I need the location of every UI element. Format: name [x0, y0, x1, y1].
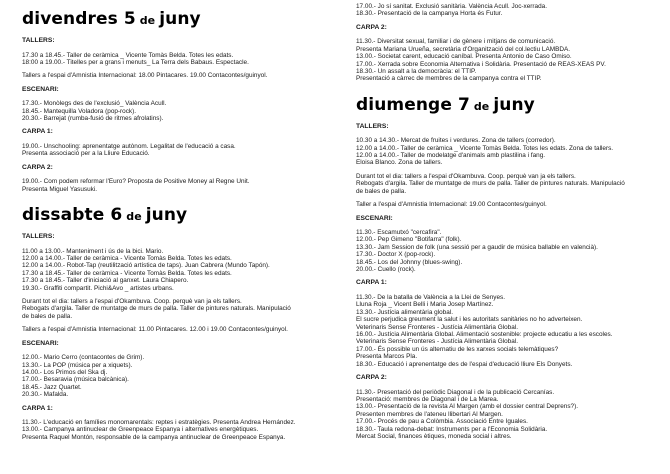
program-line: 19.00.- Unschooling: aprenentatge autònom. Legalitat de l'educació a casa.	[22, 142, 236, 150]
sunday-section	[356, 95, 656, 441]
program-line: 13.30.- La POP (música per a xiquets).	[22, 361, 133, 369]
program-note: Rebogats d'argila. Taller de muntatge de murs de palla. Taller de pintures naturals. Manipulació	[22, 305, 291, 313]
program-line: 18:00 a 19.00.- Titelles per a grans i menuts_ La Terra dels Babaus. Espectacle.	[22, 58, 249, 66]
left-column	[22, 0, 328, 474]
friday-section	[22, 9, 328, 193]
program-line: 13.30.- Justícia alimentària global.	[356, 308, 453, 316]
program-line: 20.00.- Cuello (rock).	[356, 266, 416, 274]
section-label-carpa2: CARPA 2:	[22, 163, 53, 171]
section-label-escenari: ESCENARI:	[22, 339, 59, 347]
program-line: 11.30.- Escamutxó "cercafira".	[356, 229, 442, 236]
program-note: Tallers a l'espai d'Amnistia Internacional: 11.00 Pintacares. 12.00 i 19.00 Contacontes/guinyol.	[22, 326, 288, 334]
program-line: 17.30.- Doctor X (pop-rock).	[356, 251, 436, 259]
program-line: 12.00 a 14.00.- Robot-Tap (reutilització artística de taps). Juan Cabrera (Mundo Tapón).	[22, 262, 270, 270]
section-label-carpa1: CARPA 1:	[22, 128, 53, 136]
program-line: Presentació a càrrec de membres de la campanya contra el TTIP.	[356, 75, 542, 83]
program-line: 17.30 a 18.45.- Taller d'iniciació al ganxet. Laura Chiapero.	[22, 277, 189, 285]
program-line: 11.00 a 13.00.- Manteniment i ús de la bici. Mario.	[22, 247, 164, 255]
program-line: Mercat Social, finances ètiques, moneda social i altres.	[356, 432, 512, 440]
program-line: Veterinaris Sense Fronteres - Justícia Alimentària Global.	[356, 323, 518, 331]
program-line: 20.30.- Barrejat (rumba-fusió de ritmes afrolatins).	[22, 115, 164, 123]
program-line: 12.00 a 14.00.- Taller de modelatge d'animals amb plastilina i fang.	[356, 152, 546, 160]
program-line: 12.00.- Mario Cerro (contacontes de Grim).	[22, 354, 145, 362]
program-line: Presenten membres de l'ateneu llibertari Al Margen.	[356, 410, 503, 418]
program-line: 17.00.- Besaravia (música balcànica).	[22, 376, 129, 384]
program-line: Presentació: membres de Diagonal i de La Marea.	[356, 395, 499, 403]
program-line: 10.30 a 14.30.- Mercat de fruites i verdures. Zona de tallers (corredor).	[356, 137, 556, 145]
program-line: 18.30.- Un assalt a la democràcia: el TTIP.	[356, 67, 477, 75]
program-line: 17.00.- Jo sí sanitat. Exclusió sanitària. València Acull. Joc-xerrada.	[356, 3, 547, 10]
day-heading-divendres: divendres 5 de juny	[22, 9, 201, 29]
program-line: 20.30.- Mafalda.	[22, 391, 69, 399]
program-note: de bales de palla.	[22, 312, 73, 320]
program-line: 16.00.- Justícia Alimentària Global. Alimentació sostenible: projecte educatiu a les escoles.	[356, 330, 613, 338]
program-line: 11.30.- Diversitat sexual, familiar i de gènere i mitjans de comunicació.	[356, 38, 556, 46]
program-line: 17.00.- És possible un ús alternatiu de les xarxes socials telemàtiques?	[356, 345, 559, 353]
program-line: 13.00.- Societat carent, educació caníbal. Presenta Antonio de Caso Omiso.	[356, 53, 572, 61]
program-line: 19.00.- Com podem reformar l'Euro? Proposta de Positive Money al Regne Unit.	[22, 178, 250, 186]
section-label-carpa2: CARPA 2:	[356, 23, 387, 31]
program-line: 19.30.- Graffiti compartit. Pichi&Avo _ artistes urbans.	[22, 284, 174, 292]
program-line: 11.30.- De la batalla de València a la Llei de Senyes.	[356, 293, 505, 301]
program-line: 13.00.- Presentació de la revista Al Margen (amb el dossier central Deprens?).	[356, 403, 579, 411]
program-line: 12.00 a 14.00.- Taller de ceràmica _ Vicente Tomàs Belda. Totes les edats. Zona de tallers.	[356, 144, 614, 152]
day-heading-diumenge: diumenge 7 de juny	[356, 94, 535, 115]
program-line: Presenta Miguel Yasusuki.	[22, 185, 98, 193]
program-line: 17.00.- Procés de pau a Colòmbia. Associació Entre Iguales.	[356, 418, 528, 426]
program-line: 11.30.- L'educació en famílies monomarentals: reptes i estratègies. Presenta Andrea Hernández.	[22, 419, 296, 427]
saturday-section	[22, 205, 328, 441]
section-label-carpa1: CARPA 1:	[356, 279, 387, 287]
program-line: 13.00.- Campanya antinuclear de Greenpeace Espanya i alternatives energètiques.	[22, 426, 259, 434]
section-label-escenari: ESCENARI:	[356, 214, 393, 222]
section-label-tallers: TALLERS:	[356, 122, 389, 130]
section-label-tallers: TALLERS:	[22, 233, 55, 241]
section-label-carpa1: CARPA 1:	[22, 404, 53, 412]
program-line: 12.00 a 14.00.- Taller de ceràmica - Vicente Tomàs Belda. Totes les edats.	[22, 254, 232, 262]
program-note: de bales de palla.	[356, 187, 407, 195]
program-line: Eloisa Blanco. Zona de tallers.	[356, 159, 443, 167]
program-note: Taller a l'espai d'Amnistia Internacional: 19.00 Contacontes/guinyol.	[356, 201, 547, 209]
program-line: Presenta associació per a la Lliure Educació.	[22, 150, 150, 158]
program-line: 13.30.- Jam Session de folk (una sessió per a gaudir de música ballable en valencià).	[356, 243, 598, 251]
program-line: Presenta Mariana Urueña, secretària d'Organització del col.lectiu LAMBDA.	[356, 45, 570, 53]
day-heading-dissabte: dissabte 6 de juny	[22, 205, 188, 226]
right-column	[356, 0, 656, 474]
section-label-escenari: ESCENARI:	[22, 85, 59, 93]
program-line: 18.45.- Los del Johnny (blues-swing).	[356, 258, 463, 266]
program-line: Veterinaris Sense Fronteres - Justícia Alimentària Global.	[356, 338, 518, 346]
program-line: 18.45.- Jazz Quartet.	[22, 383, 82, 391]
program-note: Rebogats d'argila. Taller de muntatge de murs de palla. Taller de pintures naturals. Manipulació	[356, 180, 625, 188]
program-line: 17.30.- Monòlegs des de l'exclusió_ València Acull.	[22, 100, 167, 108]
program-line: 17.00.- Xerrada sobre Economia Alternativa i Solidària. Presentació de REAS-XEAS PV.	[356, 60, 606, 68]
section-label-tallers: TALLERS:	[22, 37, 55, 44]
program-line: 18.30.- Presentació de la campanya Horta és Futur.	[356, 10, 503, 18]
program-line: 18.30.- Educació i aprenentatge des de l'espai d'educació lliure Els Donyets.	[356, 360, 573, 368]
program-note: Durant tot el dia: tallers a l'espai d'Okambuva. Coop. perquè van ja els tallers.	[22, 298, 242, 305]
program-line: Presenta Raquel Montón, responsable de la campanya antinuclear de Greenpeace Espanya.	[22, 433, 286, 441]
program-line: 17.30 a 18.45.- Taller de ceràmica _ Vicente Tomàs Belda. Totes les edats.	[22, 51, 234, 59]
program-line: Presenta Marcos Pla.	[356, 353, 418, 361]
program-line: 11.30.- Presentació del periòdic Diagonal i de la publicació Cercanías.	[356, 388, 555, 396]
program-line: El sucre perjudica greument la salut i les autoritats sanitàries no ho adverteixen.	[356, 316, 583, 324]
program-line: 18.45.- Mantequilla Voladora (pop-rock).	[22, 107, 137, 115]
program-note: Durant tot el dia: tallers a l'espai d'Okambuva. Coop. perquè van ja els tallers.	[356, 172, 576, 180]
program-line: 14.00.- Los Primos del Ska dj.	[22, 368, 108, 376]
program-line: 12.00.- Pep Gimeno "Botifarra" (folk).	[356, 236, 462, 244]
program-line: 17.30 a 18.45.- Taller de ceràmica - Vicente Tomàs Belda. Totes les edats.	[22, 269, 232, 277]
program-line: Lluna Roja _ Vicent Belli i Maria Josep Martínez.	[356, 301, 494, 309]
program-line: 18.30.- Taula redona-debat: Instruments per a l'Economia Solidària.	[356, 425, 548, 433]
program-note: Tallers a l'espai d'Amnistia Internacional: 18.00 Pintacares. 19.00 Contacontes/guinyol.	[22, 72, 268, 80]
section-label-carpa2: CARPA 2:	[356, 374, 387, 381]
